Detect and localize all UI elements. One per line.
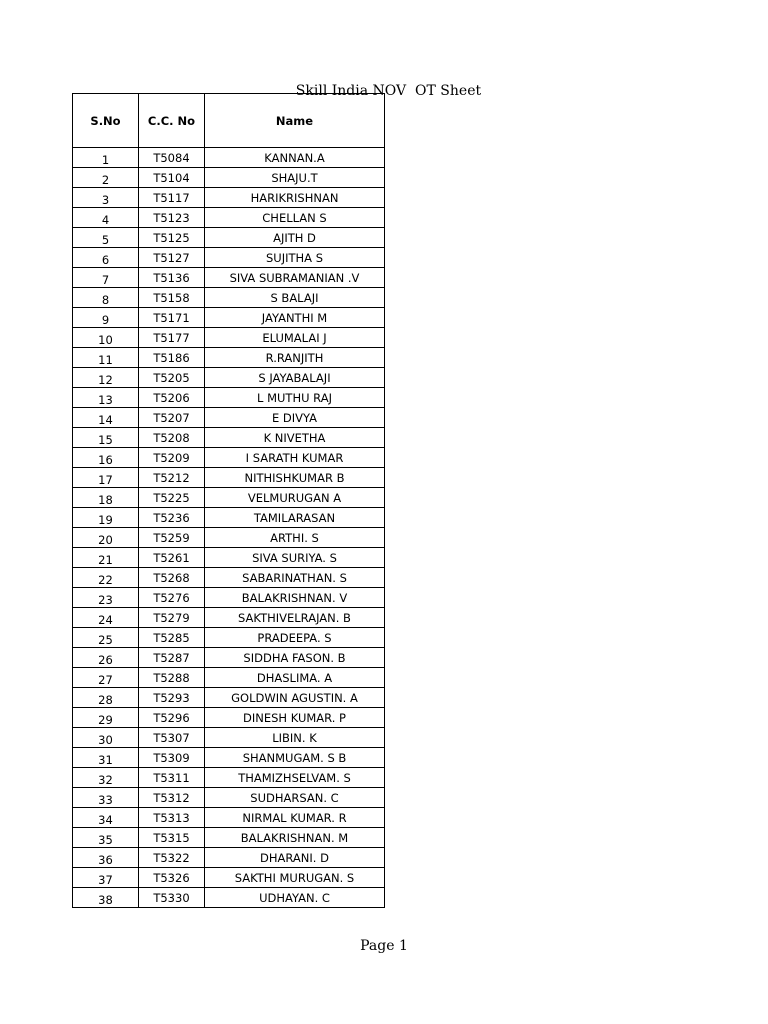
- sno-cell: 25: [73, 628, 139, 648]
- table-row: [73, 808, 385, 828]
- sheet-title-text: Skill India NOV OT Sheet: [295, 83, 482, 99]
- name-cell: NITHISHKUMAR B: [205, 468, 385, 488]
- table-row: [73, 148, 385, 168]
- name-cell: AJITH D: [205, 228, 385, 248]
- sno-cell: 16: [73, 448, 139, 468]
- cc-no-cell: T5177: [139, 328, 205, 348]
- sno-cell: 12: [73, 368, 139, 388]
- sno-cell: 33: [73, 788, 139, 808]
- table-row: [73, 308, 385, 328]
- table-row: [73, 368, 385, 388]
- table-row: [73, 188, 385, 208]
- name-cell: NIRMAL KUMAR. R: [205, 808, 385, 828]
- cc-no-cell: T5268: [139, 568, 205, 588]
- name-cell: ARTHI. S: [205, 528, 385, 548]
- header-cc-no: C.C. No: [139, 94, 205, 148]
- sno-cell: 11: [73, 348, 139, 368]
- header-row: [73, 94, 385, 148]
- sno-cell: 1: [73, 148, 139, 168]
- table-row: [73, 708, 385, 728]
- cc-no-cell: T5296: [139, 708, 205, 728]
- name-cell: LIBIN. K: [205, 728, 385, 748]
- sno-cell: 14: [73, 408, 139, 428]
- name-cell: K NIVETHA: [205, 428, 385, 448]
- name-cell: PRADEEPA. S: [205, 628, 385, 648]
- cc-no-cell: T5186: [139, 348, 205, 368]
- cc-no-cell: T5127: [139, 248, 205, 268]
- table-row: [73, 748, 385, 768]
- sno-cell: 10: [73, 328, 139, 348]
- name-cell: JAYANTHI M: [205, 308, 385, 328]
- cc-no-cell: T5206: [139, 388, 205, 408]
- name-cell: DINESH KUMAR. P: [205, 708, 385, 728]
- cc-no-cell: T5330: [139, 888, 205, 908]
- cc-no-cell: T5236: [139, 508, 205, 528]
- name-cell: SHANMUGAM. S B: [205, 748, 385, 768]
- sno-cell: 32: [73, 768, 139, 788]
- table-row: [73, 548, 385, 568]
- cc-no-cell: T5117: [139, 188, 205, 208]
- sno-cell: 15: [73, 428, 139, 448]
- page-footer: Page 1: [360, 938, 408, 954]
- table-row: [73, 248, 385, 268]
- cc-no-cell: T5288: [139, 668, 205, 688]
- name-cell: SAKTHI MURUGAN. S: [205, 868, 385, 888]
- name-cell: GOLDWIN AGUSTIN. A: [205, 688, 385, 708]
- sno-cell: 8: [73, 288, 139, 308]
- cc-no-cell: T5212: [139, 468, 205, 488]
- name-cell: SIDDHA FASON. B: [205, 648, 385, 668]
- sno-cell: 38: [73, 888, 139, 908]
- sno-cell: 27: [73, 668, 139, 688]
- sno-cell: 9: [73, 308, 139, 328]
- name-cell: L MUTHU RAJ: [205, 388, 385, 408]
- sno-cell: 26: [73, 648, 139, 668]
- name-cell: TAMILARASAN: [205, 508, 385, 528]
- table-row: [73, 588, 385, 608]
- cc-no-cell: T5322: [139, 848, 205, 868]
- cc-no-cell: T5104: [139, 168, 205, 188]
- header-sno: S.No: [73, 94, 139, 148]
- name-cell: I SARATH KUMAR: [205, 448, 385, 468]
- table-row: [73, 868, 385, 888]
- cc-no-cell: T5326: [139, 868, 205, 888]
- sno-cell: 13: [73, 388, 139, 408]
- sno-cell: 31: [73, 748, 139, 768]
- table-row: [73, 428, 385, 448]
- name-cell: SIVA SURIYA. S: [205, 548, 385, 568]
- cc-no-cell: T5287: [139, 648, 205, 668]
- sno-cell: 23: [73, 588, 139, 608]
- table-row: [73, 728, 385, 748]
- name-cell: S JAYABALAJI: [205, 368, 385, 388]
- sno-cell: 20: [73, 528, 139, 548]
- table-row: [73, 848, 385, 868]
- name-cell: DHARANI. D: [205, 848, 385, 868]
- table-row: [73, 768, 385, 788]
- name-cell: CHELLAN S: [205, 208, 385, 228]
- table-row: [73, 448, 385, 468]
- sno-cell: 37: [73, 868, 139, 888]
- sno-cell: 17: [73, 468, 139, 488]
- name-cell: SAKTHIVELRAJAN. B: [205, 608, 385, 628]
- cc-no-cell: T5293: [139, 688, 205, 708]
- name-cell: SHAJU.T: [205, 168, 385, 188]
- table-row: [73, 228, 385, 248]
- name-cell: SUJITHA S: [205, 248, 385, 268]
- name-cell: BALAKRISHNAN. V: [205, 588, 385, 608]
- sno-cell: 21: [73, 548, 139, 568]
- sno-cell: 6: [73, 248, 139, 268]
- name-cell: S BALAJI: [205, 288, 385, 308]
- cc-no-cell: T5208: [139, 428, 205, 448]
- name-cell: DHASLIMA. A: [205, 668, 385, 688]
- sno-cell: 7: [73, 268, 139, 288]
- cc-no-cell: T5276: [139, 588, 205, 608]
- table-row: [73, 348, 385, 368]
- table-row: [73, 528, 385, 548]
- cc-no-cell: T5209: [139, 448, 205, 468]
- name-cell: SIVA SUBRAMANIAN .V: [205, 268, 385, 288]
- name-cell: KANNAN.A: [205, 148, 385, 168]
- table-row: [73, 628, 385, 648]
- table-row: [73, 648, 385, 668]
- header-name: Name: [205, 94, 385, 148]
- table-row: [73, 688, 385, 708]
- name-cell: BALAKRISHNAN. M: [205, 828, 385, 848]
- sno-cell: 4: [73, 208, 139, 228]
- cc-no-cell: T5225: [139, 488, 205, 508]
- table-row: [73, 168, 385, 188]
- name-cell: ELUMALAI J: [205, 328, 385, 348]
- cc-no-cell: T5125: [139, 228, 205, 248]
- sno-cell: 28: [73, 688, 139, 708]
- name-cell: HARIKRISHNAN: [205, 188, 385, 208]
- table-body: [73, 148, 385, 908]
- table-row: [73, 288, 385, 308]
- table-row: [73, 828, 385, 848]
- sno-cell: 29: [73, 708, 139, 728]
- table-row: [73, 668, 385, 688]
- cc-no-cell: T5136: [139, 268, 205, 288]
- table-row: [73, 608, 385, 628]
- cc-no-cell: T5207: [139, 408, 205, 428]
- sno-cell: 19: [73, 508, 139, 528]
- table-row: [73, 268, 385, 288]
- table-row: [73, 208, 385, 228]
- cc-no-cell: T5205: [139, 368, 205, 388]
- sno-cell: 30: [73, 728, 139, 748]
- sno-cell: 5: [73, 228, 139, 248]
- cc-no-cell: T5261: [139, 548, 205, 568]
- cc-no-cell: T5123: [139, 208, 205, 228]
- table-row: [73, 468, 385, 488]
- sno-cell: 36: [73, 848, 139, 868]
- cc-no-cell: T5307: [139, 728, 205, 748]
- name-cell: R.RANJITH: [205, 348, 385, 368]
- name-cell: VELMURUGAN A: [205, 488, 385, 508]
- name-cell: SABARINATHAN. S: [205, 568, 385, 588]
- sno-cell: 22: [73, 568, 139, 588]
- table-row: [73, 388, 385, 408]
- cc-no-cell: T5259: [139, 528, 205, 548]
- cc-no-cell: T5311: [139, 768, 205, 788]
- name-cell: UDHAYAN. C: [205, 888, 385, 908]
- cc-no-cell: T5171: [139, 308, 205, 328]
- cc-no-cell: T5285: [139, 628, 205, 648]
- cc-no-cell: T5309: [139, 748, 205, 768]
- ot-sheet-table: [72, 93, 385, 908]
- table-row: [73, 788, 385, 808]
- cc-no-cell: T5313: [139, 808, 205, 828]
- sno-cell: 18: [73, 488, 139, 508]
- name-cell: E DIVYA: [205, 408, 385, 428]
- table-row: [73, 488, 385, 508]
- sno-cell: 24: [73, 608, 139, 628]
- sno-cell: 2: [73, 168, 139, 188]
- cc-no-cell: T5312: [139, 788, 205, 808]
- table-row: [73, 408, 385, 428]
- cc-no-cell: T5158: [139, 288, 205, 308]
- sno-cell: 3: [73, 188, 139, 208]
- table-row: [73, 568, 385, 588]
- cc-no-cell: T5315: [139, 828, 205, 848]
- table-row: [73, 888, 385, 908]
- table-row: [73, 328, 385, 348]
- name-cell: THAMIZHSELVAM. S: [205, 768, 385, 788]
- cc-no-cell: T5084: [139, 148, 205, 168]
- cc-no-cell: T5279: [139, 608, 205, 628]
- sno-cell: 35: [73, 828, 139, 848]
- table-row: [73, 508, 385, 528]
- sno-cell: 34: [73, 808, 139, 828]
- name-cell: SUDHARSAN. C: [205, 788, 385, 808]
